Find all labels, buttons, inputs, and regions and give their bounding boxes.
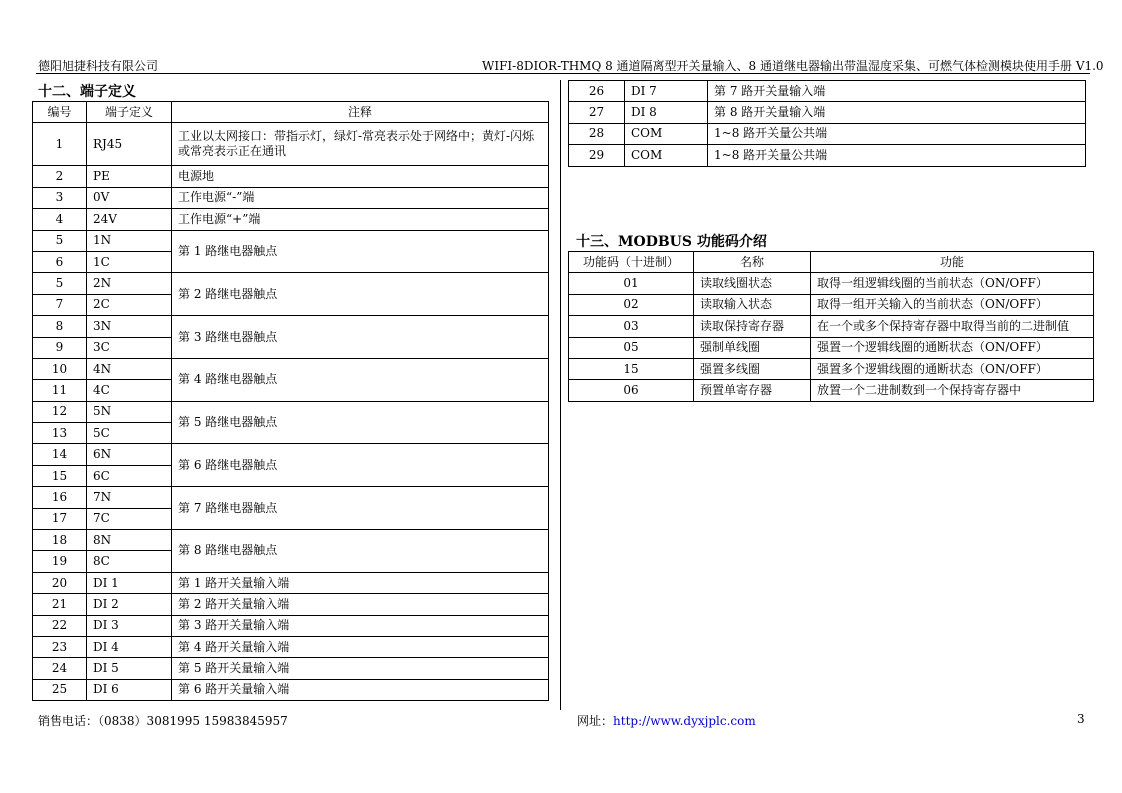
table-row: [569, 102, 1086, 123]
terminal-number: 28: [569, 123, 625, 144]
terminal-name: 0V: [87, 187, 172, 208]
terminal-number: 4: [33, 209, 87, 230]
terminal-note: 工作电源“-”端: [172, 187, 549, 208]
terminal-name: 5C: [87, 423, 172, 444]
table-row: [33, 166, 549, 187]
function-name: 读取输入状态: [694, 294, 811, 315]
table-row: [33, 401, 549, 422]
terminal-note: 第 3 路开关量输入端: [172, 615, 549, 636]
terminal-name: DI 5: [87, 658, 172, 679]
terminal-note: 第 1 路开关量输入端: [172, 572, 549, 593]
terminal-name: 7N: [87, 487, 172, 508]
function-code: 03: [569, 316, 694, 337]
sales-phone-number: （0838）3081995 15983845957: [98, 714, 288, 728]
table-row: [33, 530, 549, 551]
terminal-note: 电源地: [172, 166, 549, 187]
terminal-name: 6C: [87, 465, 172, 486]
table-row: [33, 594, 549, 615]
terminal-number: 9: [33, 337, 87, 358]
terminal-number: 2: [33, 166, 87, 187]
terminal-number: 7: [33, 294, 87, 315]
function-name: 读取线圈状态: [694, 273, 811, 294]
column-header: 功能码（十进制）: [569, 252, 694, 273]
terminal-number: 23: [33, 636, 87, 657]
function-description: 在一个或多个保持寄存器中取得当前的二进制值: [811, 316, 1094, 337]
company-name: 德阳旭捷科技有限公司: [38, 59, 159, 73]
terminal-name: 8N: [87, 530, 172, 551]
function-description: 取得一组开关输入的当前状态（ON/OFF）: [811, 294, 1094, 315]
terminal-number: 14: [33, 444, 87, 465]
table-row: [33, 209, 549, 230]
function-code: 15: [569, 358, 694, 379]
section-12-title: 十二、端子定义: [38, 84, 136, 100]
terminal-name: 7C: [87, 508, 172, 529]
terminal-number: 21: [33, 594, 87, 615]
terminal-name: DI 8: [625, 102, 708, 123]
function-name: 预置单寄存器: [694, 380, 811, 401]
terminal-name: 2N: [87, 273, 172, 294]
terminal-name: DI 6: [87, 679, 172, 700]
terminal-note: 工业以太网接口：带指示灯，绿灯-常亮表示处于网络中；黄灯-闪烁或常亮表示正在通讯: [172, 123, 549, 166]
terminal-number: 5: [33, 230, 87, 251]
terminal-name: 3C: [87, 337, 172, 358]
page-number: 3: [1077, 712, 1085, 726]
table-row: [33, 444, 549, 465]
terminal-number: 25: [33, 679, 87, 700]
sales-phone-label: 销售电话：: [38, 714, 99, 728]
modbus-function-table: [568, 251, 1094, 402]
column-header: 名称: [694, 252, 811, 273]
terminal-note: 工作电源“+”端: [172, 209, 549, 230]
terminal-definition-table: [32, 101, 549, 701]
terminal-note: 1~8 路开关量公共端: [708, 123, 1086, 144]
function-name: 强置多线圈: [694, 358, 811, 379]
sales-phone: [38, 712, 288, 729]
table-row: [33, 658, 549, 679]
table-row: [569, 81, 1086, 102]
terminal-number: 12: [33, 401, 87, 422]
terminal-number: 5: [33, 273, 87, 294]
terminal-note: 第 2 路开关量输入端: [172, 594, 549, 615]
terminal-note: 第 1 路继电器触点: [172, 230, 549, 273]
column-divider: [560, 80, 561, 710]
function-code: 06: [569, 380, 694, 401]
function-name: 强制单线圈: [694, 337, 811, 358]
terminal-note: 第 8 路继电器触点: [172, 530, 549, 573]
terminal-name: DI 4: [87, 636, 172, 657]
terminal-note: 第 7 路开关量输入端: [708, 81, 1086, 102]
terminal-name: COM: [625, 145, 708, 166]
terminal-number: 19: [33, 551, 87, 572]
terminal-definition-table-continued: [568, 80, 1086, 167]
terminal-number: 3: [33, 187, 87, 208]
terminal-name: 3N: [87, 316, 172, 337]
terminal-name: DI 3: [87, 615, 172, 636]
terminal-number: 18: [33, 530, 87, 551]
table-row: [569, 358, 1094, 379]
terminal-number: 10: [33, 358, 87, 379]
section-13-title: 十三、MODBUS 功能码介绍: [576, 234, 767, 250]
table-row: [33, 679, 549, 700]
terminal-name: RJ45: [87, 123, 172, 166]
function-description: 取得一组逻辑线圈的当前状态（ON/OFF）: [811, 273, 1094, 294]
column-header: 编号: [33, 102, 87, 123]
terminal-name: 5N: [87, 401, 172, 422]
terminal-note: 第 4 路开关量输入端: [172, 636, 549, 657]
header-rule: [36, 73, 1090, 74]
terminal-name: 2C: [87, 294, 172, 315]
table-row: [33, 187, 549, 208]
column-header: 端子定义: [87, 102, 172, 123]
terminal-note: 第 3 路继电器触点: [172, 316, 549, 359]
function-name: 读取保持寄存器: [694, 316, 811, 337]
terminal-number: 26: [569, 81, 625, 102]
terminal-number: 20: [33, 572, 87, 593]
terminal-name: DI 2: [87, 594, 172, 615]
website: [577, 712, 756, 729]
column-header: 注释: [172, 102, 549, 123]
terminal-number: 1: [33, 123, 87, 166]
table-row: [33, 123, 549, 166]
table-row: [33, 273, 549, 294]
terminal-note: 第 7 路继电器触点: [172, 487, 549, 530]
table-row: [33, 316, 549, 337]
terminal-name: 1N: [87, 230, 172, 251]
function-description: 强置一个逻辑线圈的通断状态（ON/OFF）: [811, 337, 1094, 358]
table-row: [33, 636, 549, 657]
table-row: [569, 145, 1086, 166]
table-row: [569, 294, 1094, 315]
table-row: [33, 358, 549, 379]
function-code: 02: [569, 294, 694, 315]
terminal-number: 29: [569, 145, 625, 166]
function-code: 05: [569, 337, 694, 358]
function-code: 01: [569, 273, 694, 294]
terminal-name: COM: [625, 123, 708, 144]
website-link[interactable]: http://www.dyxjplc.com: [613, 714, 756, 728]
terminal-name: DI 7: [625, 81, 708, 102]
terminal-name: PE: [87, 166, 172, 187]
terminal-number: 27: [569, 102, 625, 123]
table-row: [33, 572, 549, 593]
terminal-number: 17: [33, 508, 87, 529]
terminal-name: 8C: [87, 551, 172, 572]
table-row: [33, 615, 549, 636]
terminal-note: 第 6 路开关量输入端: [172, 679, 549, 700]
terminal-note: 第 6 路继电器触点: [172, 444, 549, 487]
terminal-name: 4N: [87, 358, 172, 379]
table-row: [569, 316, 1094, 337]
terminal-note: 第 5 路开关量输入端: [172, 658, 549, 679]
terminal-name: DI 1: [87, 572, 172, 593]
terminal-name: 1C: [87, 251, 172, 272]
table-row: [569, 273, 1094, 294]
document-title: WIFI-8DIOR-THMQ 8 通道隔离型开关量输入、8 通道继电器输出带温湿度采集、可燃气体检测模块使用手册 V1.0: [482, 59, 1104, 73]
terminal-number: 22: [33, 615, 87, 636]
terminal-name: 6N: [87, 444, 172, 465]
terminal-name: 4C: [87, 380, 172, 401]
terminal-name: 24V: [87, 209, 172, 230]
table-row: [569, 380, 1094, 401]
table-header-row: [33, 102, 549, 123]
terminal-number: 11: [33, 380, 87, 401]
terminal-note: 第 2 路继电器触点: [172, 273, 549, 316]
table-row: [569, 337, 1094, 358]
terminal-note: 第 5 路继电器触点: [172, 401, 549, 444]
terminal-number: 15: [33, 465, 87, 486]
table-row: [569, 123, 1086, 144]
terminal-number: 8: [33, 316, 87, 337]
terminal-number: 6: [33, 251, 87, 272]
terminal-number: 13: [33, 423, 87, 444]
terminal-number: 16: [33, 487, 87, 508]
table-row: [33, 487, 549, 508]
table-header-row: [569, 252, 1094, 273]
terminal-note: 1~8 路开关量公共端: [708, 145, 1086, 166]
function-description: 放置一个二进制数到一个保持寄存器中: [811, 380, 1094, 401]
terminal-note: 第 8 路开关量输入端: [708, 102, 1086, 123]
function-description: 强置多个逻辑线圈的通断状态（ON/OFF）: [811, 358, 1094, 379]
table-row: [33, 230, 549, 251]
website-label: 网址：: [577, 714, 614, 728]
column-header: 功能: [811, 252, 1094, 273]
terminal-number: 24: [33, 658, 87, 679]
terminal-note: 第 4 路继电器触点: [172, 358, 549, 401]
